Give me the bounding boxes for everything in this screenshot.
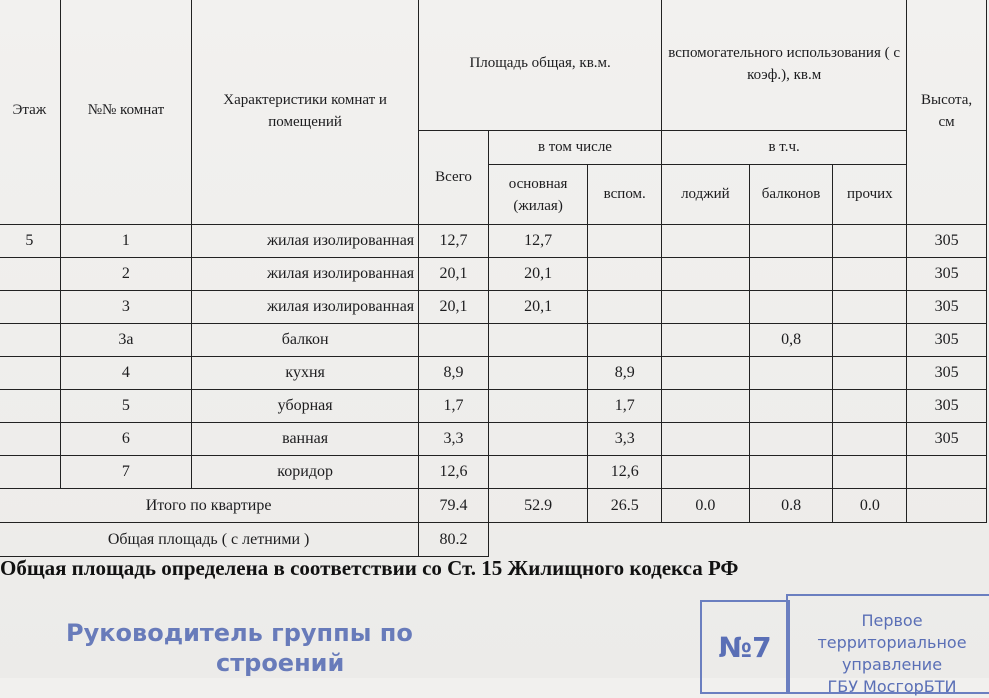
cell-floor	[0, 258, 60, 291]
cell-room: 3	[60, 291, 191, 324]
totals-row	[0, 489, 987, 523]
cell-aux: 8,9	[588, 357, 662, 390]
position-stamp	[66, 618, 413, 678]
header-including: в том числе	[488, 131, 661, 165]
cell-room: 3а	[60, 324, 191, 357]
cell-room: 2	[60, 258, 191, 291]
position-line-1: Руководитель группы по	[66, 619, 413, 647]
cell-height: 305	[907, 291, 987, 324]
cell-main	[488, 324, 588, 357]
org-line-1: Первое территориальное	[817, 611, 967, 652]
cell-floor	[0, 357, 60, 390]
cell-other	[833, 390, 907, 423]
header-row-1	[0, 0, 987, 131]
cell-total: 12,7	[419, 225, 489, 258]
footer-note: Общая площадь определена в соответствии со Ст. 15 Жилищного кодекса РФ	[0, 556, 739, 580]
table-row	[0, 324, 987, 357]
cell-desc: ванная	[192, 423, 419, 456]
totals-height	[907, 489, 987, 523]
cell-aux: 12,6	[588, 456, 662, 489]
header-loggias: лоджий	[662, 165, 750, 225]
cell-total: 12,6	[419, 456, 489, 489]
table-row	[0, 390, 987, 423]
cell-other	[833, 291, 907, 324]
table-row	[0, 357, 987, 390]
org-line-2: управление	[841, 655, 943, 674]
totals-main: 52.9	[488, 489, 588, 523]
cell-total: 20,1	[419, 291, 489, 324]
table-row	[0, 291, 987, 324]
cell-floor	[0, 324, 60, 357]
cell-other	[833, 423, 907, 456]
cell-total: 8,9	[419, 357, 489, 390]
cell-loggia	[662, 357, 750, 390]
table-row	[0, 456, 987, 489]
cell-other	[833, 456, 907, 489]
cell-other	[833, 225, 907, 258]
cell-room: 1	[60, 225, 191, 258]
cell-room: 4	[60, 357, 191, 390]
cell-height	[907, 456, 987, 489]
cell-balcony	[749, 258, 833, 291]
cell-loggia	[662, 324, 750, 357]
totals-aux: 26.5	[588, 489, 662, 523]
header-incl-short: в т.ч.	[662, 131, 907, 165]
cell-floor	[0, 456, 60, 489]
position-line-2: строений	[216, 649, 345, 677]
totals-loggia: 0.0	[662, 489, 750, 523]
cell-balcony	[749, 423, 833, 456]
cell-main: 20,1	[488, 258, 588, 291]
cell-loggia	[662, 390, 750, 423]
cell-room: 5	[60, 390, 191, 423]
cell-other	[833, 357, 907, 390]
totals-balcony: 0.8	[749, 489, 833, 523]
cell-room: 7	[60, 456, 191, 489]
cell-aux	[588, 225, 662, 258]
cell-aux	[588, 258, 662, 291]
header-total-area: Площадь общая, кв.м.	[419, 0, 662, 131]
cell-aux	[588, 324, 662, 357]
header-other: прочих	[833, 165, 907, 225]
cell-total: 1,7	[419, 390, 489, 423]
totals-total: 79.4	[419, 489, 489, 523]
cell-balcony	[749, 291, 833, 324]
header-height: Высота, см	[907, 0, 987, 225]
cell-height: 305	[907, 225, 987, 258]
summer-row	[0, 523, 987, 557]
cell-desc: балкон	[192, 324, 419, 357]
cell-main: 12,7	[488, 225, 588, 258]
cell-desc: жилая изолированная	[192, 258, 419, 291]
cell-room: 6	[60, 423, 191, 456]
cell-desc: жилая изолированная	[192, 225, 419, 258]
cell-total: 20,1	[419, 258, 489, 291]
header-aux-use: вспомогательного использования ( с коэф.), кв.м	[662, 0, 907, 131]
totals-other: 0.0	[833, 489, 907, 523]
table-row	[0, 225, 987, 258]
cell-height: 305	[907, 390, 987, 423]
header-characteristics: Характеристики комнат и помещений	[192, 0, 419, 225]
table-row	[0, 423, 987, 456]
cell-balcony	[749, 225, 833, 258]
cell-desc: уборная	[192, 390, 419, 423]
header-main-living: основная (жилая)	[488, 165, 588, 225]
cell-other	[833, 258, 907, 291]
cell-height: 305	[907, 357, 987, 390]
summer-empty	[488, 523, 986, 557]
cell-main	[488, 423, 588, 456]
cell-balcony	[749, 357, 833, 390]
summer-label: Общая площадь ( с летними )	[0, 523, 419, 557]
cell-total: 3,3	[419, 423, 489, 456]
org-line-3: ГБУ МосгорБТИ	[827, 677, 957, 696]
cell-loggia	[662, 291, 750, 324]
cell-desc: коридор	[192, 456, 419, 489]
cell-main	[488, 357, 588, 390]
cell-main	[488, 456, 588, 489]
summer-total: 80.2	[419, 523, 489, 557]
header-balconies: балконов	[749, 165, 833, 225]
org-stamp	[786, 594, 989, 694]
cell-desc: жилая изолированная	[192, 291, 419, 324]
cell-desc: кухня	[192, 357, 419, 390]
cell-loggia	[662, 225, 750, 258]
cell-main: 20,1	[488, 291, 588, 324]
cell-loggia	[662, 258, 750, 291]
cell-other	[833, 324, 907, 357]
cell-balcony: 0,8	[749, 324, 833, 357]
cell-aux: 3,3	[588, 423, 662, 456]
cell-floor	[0, 423, 60, 456]
cell-aux: 1,7	[588, 390, 662, 423]
cell-floor: 5	[0, 225, 60, 258]
totals-label: Итого по квартире	[0, 489, 419, 523]
header-aux: вспом.	[588, 165, 662, 225]
cell-loggia	[662, 456, 750, 489]
table-row	[0, 258, 987, 291]
cell-height: 305	[907, 324, 987, 357]
cell-floor	[0, 291, 60, 324]
header-floor: Этаж	[0, 0, 60, 225]
cell-aux	[588, 291, 662, 324]
cell-loggia	[662, 423, 750, 456]
cell-balcony	[749, 456, 833, 489]
stamp-number: №7	[700, 600, 790, 694]
header-total: Всего	[419, 131, 489, 225]
header-room-no: №№ комнат	[60, 0, 191, 225]
cell-floor	[0, 390, 60, 423]
cell-height: 305	[907, 258, 987, 291]
cell-main	[488, 390, 588, 423]
cell-height: 305	[907, 423, 987, 456]
cell-total	[419, 324, 489, 357]
cell-balcony	[749, 390, 833, 423]
